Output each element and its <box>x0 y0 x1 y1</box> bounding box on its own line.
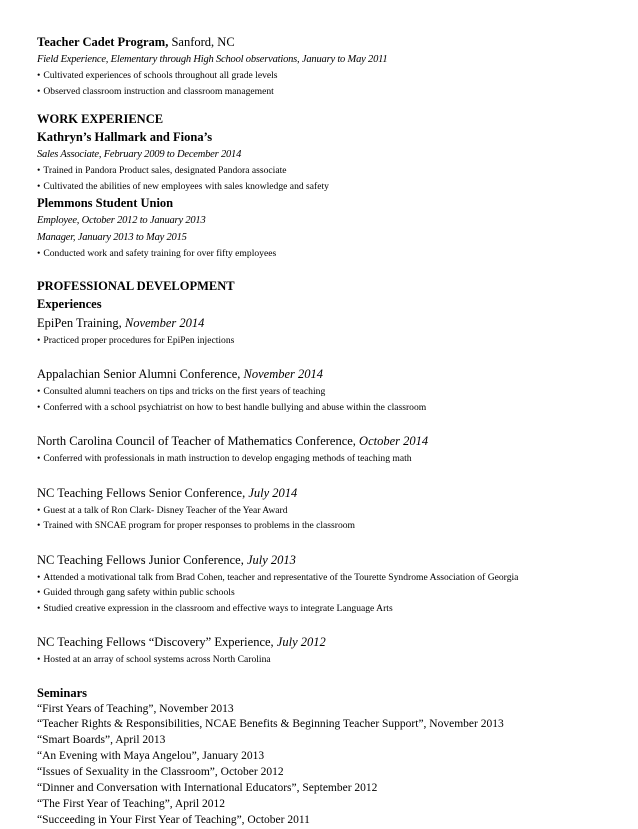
resume-page <box>37 33 627 829</box>
seminar-item: “First Years of Teaching”, November 2013 <box>37 702 234 715</box>
seminar-item: “Teacher Rights & Responsibilities, NCAE Benefits & Beginning Teacher Support”, November 2013 <box>37 718 504 731</box>
bullet-item: • Hosted at an array of school systems across North Carolina <box>37 654 271 665</box>
experience-title: NC Teaching Fellows Senior Conference, July 2014 <box>37 485 298 500</box>
seminar-item: “Succeeding in Your First Year of Teaching”, October 2011 <box>37 813 310 826</box>
job-role: Manager, January 2013 to May 2015 <box>37 232 187 243</box>
bullet-item: • Cultivated the abilities of new employees with sales knowledge and safety <box>37 180 329 192</box>
bullet-item: • Studied creative expression in the classroom and effective ways to integrate Language Arts <box>37 602 393 614</box>
bullet-item: • Conferred with a school psychiatrist on how to best handle bullying and abuse within the classroom <box>37 401 427 413</box>
seminar-item: “Dinner and Conversation with International Educators”, September 2012 <box>37 781 378 794</box>
bullet-item: • Trained with SNCAE program for proper responses to problems in the classroom <box>37 520 356 531</box>
bullet-item: • Guest at a talk of Ron Clark- Disney Teacher of the Year Award <box>37 504 288 516</box>
bullet-item: • Attended a motivational talk from Brad Cohen, teacher and representative of the Tourette Syndrome Association of Georgia <box>37 571 519 583</box>
bullet-item: • Conferred with professionals in math instruction to develop engaging methods of teaching math <box>37 453 412 464</box>
seminar-item: “Smart Boards”, April 2013 <box>37 734 166 747</box>
bullet-item: • Trained in Pandora Product sales, designated Pandora associate <box>37 165 287 176</box>
job-role: Employee, October 2012 to January 2013 <box>37 215 206 226</box>
teacher-cadet-heading: Teacher Cadet Program, Sanford, NC <box>37 35 235 49</box>
job-org: Kathryn’s Hallmark and Fiona’s <box>37 130 213 144</box>
experience-title: NC Teaching Fellows Junior Conference, July 2013 <box>37 552 296 567</box>
experience-title: Appalachian Senior Alumni Conference, November 2014 <box>37 367 324 381</box>
professional-development-heading: PROFESSIONAL DEVELOPMENT <box>37 278 235 293</box>
bullet-item: • Cultivated experiences of schools throughout all grade levels <box>37 70 278 81</box>
bullet-item: • Guided through gang safety within public schools <box>37 587 235 598</box>
seminar-item: “The First Year of Teaching”, April 2012 <box>37 797 226 810</box>
bullet-item: • Conducted work and safety training for over fifty employees <box>37 248 277 259</box>
bullet-item: • Consulted alumni teachers on tips and tricks on the first years of teaching <box>37 386 326 397</box>
teacher-cadet-subtitle: Field Experience, Elementary through High School observations, January to May 2011 <box>37 54 388 65</box>
bullet-item: • Practiced proper procedures for EpiPen injections <box>37 334 235 346</box>
work-experience-heading: WORK EXPERIENCE <box>37 112 164 126</box>
experiences-subheading: Experiences <box>37 296 102 311</box>
experience-title: North Carolina Council of Teacher of Mathematics Conference, October 2014 <box>37 434 429 448</box>
seminar-item: “An Evening with Maya Angelou”, January 2013 <box>37 750 265 763</box>
experience-title: EpiPen Training, November 2014 <box>37 315 205 330</box>
experience-title: NC Teaching Fellows “Discovery” Experience, July 2012 <box>37 635 326 649</box>
bullet-item: • Observed classroom instruction and classroom management <box>37 85 274 97</box>
job-org: Plemmons Student Union <box>37 196 174 210</box>
job-role: Sales Associate, February 2009 to December 2014 <box>37 149 242 160</box>
seminar-item: “Issues of Sexuality in the Classroom”, October 2012 <box>37 766 284 779</box>
seminars-subheading: Seminars <box>37 685 87 700</box>
